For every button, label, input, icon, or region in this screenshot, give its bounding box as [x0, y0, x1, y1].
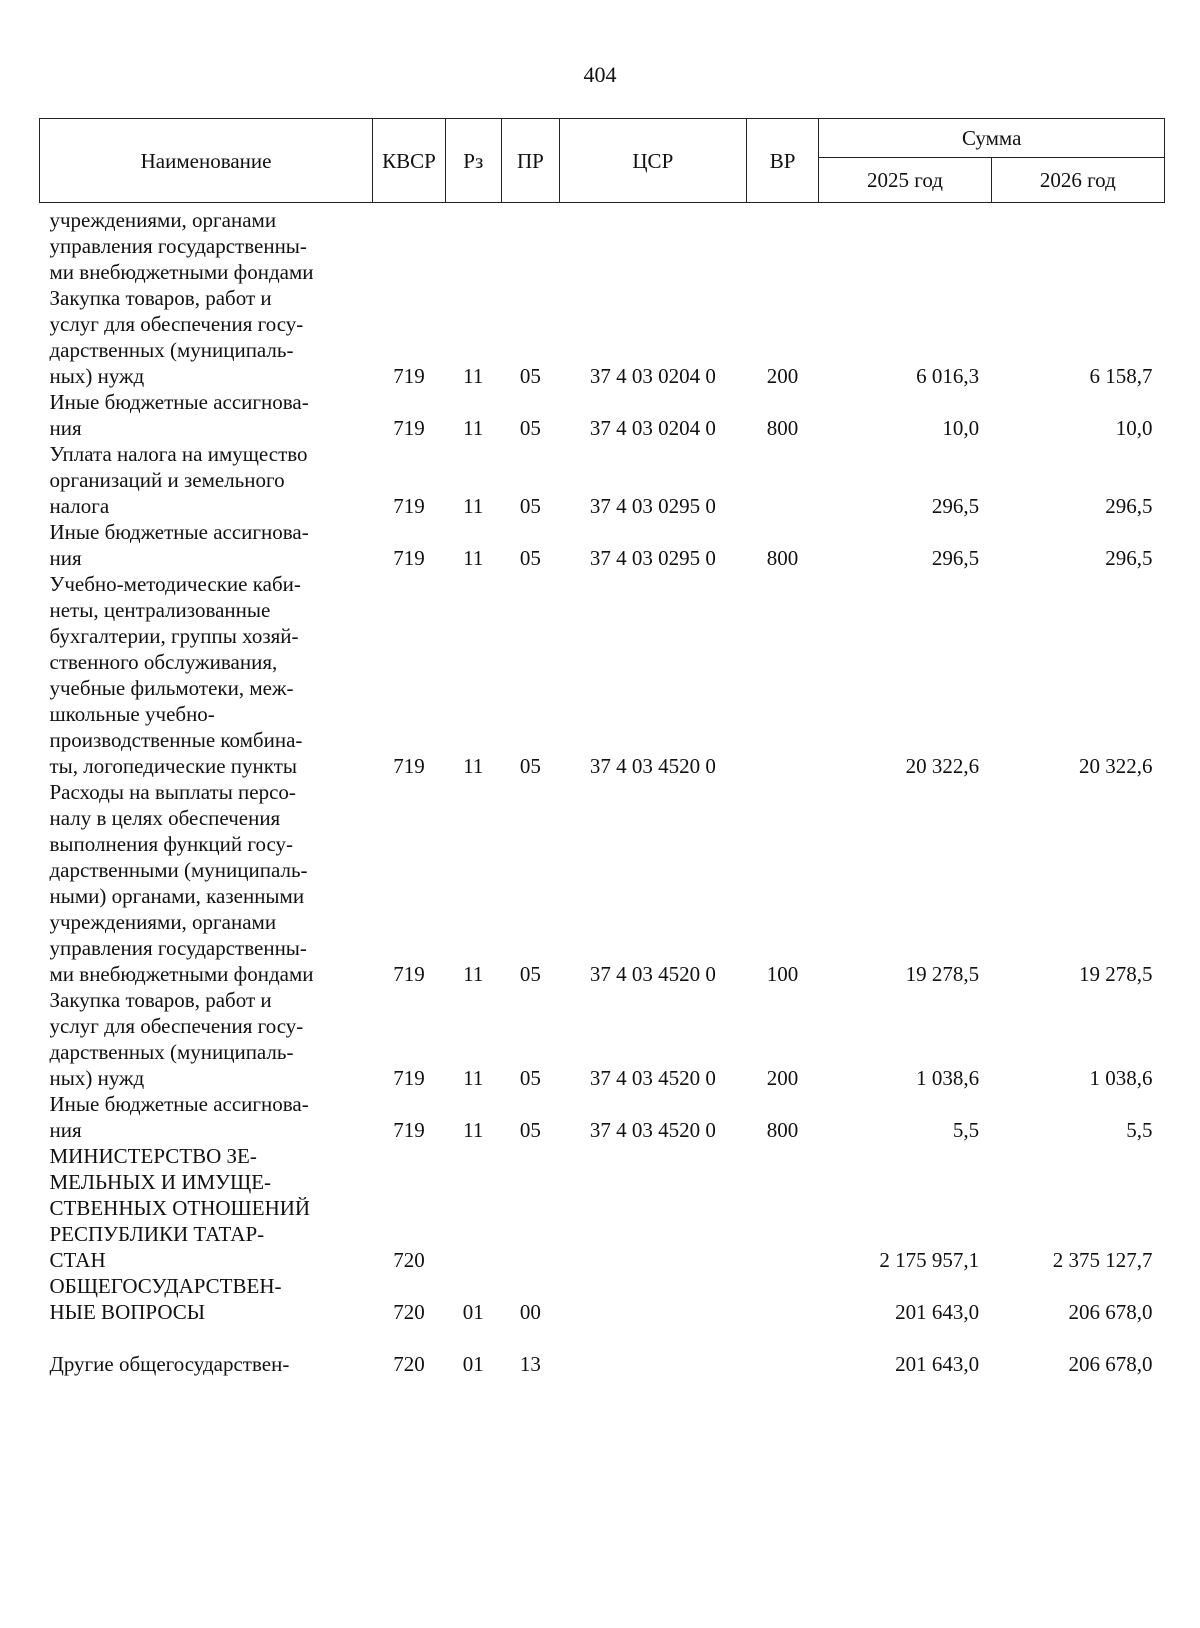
cell-csr: 37 4 03 0295 0: [589, 494, 716, 518]
cell-pr: 05: [519, 1118, 541, 1142]
cell-sum-2025: 10,0: [942, 416, 980, 440]
header-pr: ПР: [501, 119, 559, 203]
cell-sum-2026: 5,5: [1126, 1118, 1153, 1142]
cell-sum-2025: 296,5: [931, 546, 980, 570]
name-line: услуг для обеспечения госу-: [49, 1014, 304, 1038]
table-row: [40, 389, 1165, 441]
cell-name: [40, 441, 373, 519]
table-row: [40, 519, 1165, 571]
name-line: дарственных (муниципаль-: [49, 1040, 294, 1064]
table-row: [40, 1273, 1165, 1325]
cell-sum-2025: 296,5: [931, 494, 980, 518]
name-line: МЕЛЬНЫХ И ИМУЩЕ-: [49, 1170, 272, 1194]
cell-name: [40, 203, 373, 286]
cell-sum-2026: 296,5: [1105, 546, 1153, 570]
name-line: Иные бюджетные ассигнова-: [49, 520, 309, 544]
cell-kvsr: 719: [393, 546, 425, 570]
header-name: Наименование: [40, 119, 373, 203]
name-line: ты, логопедические пункты: [49, 754, 297, 778]
cell-pr: [501, 1143, 559, 1273]
cell-name: [40, 519, 373, 571]
name-line: ных) нужд: [49, 364, 145, 388]
table-body: [40, 203, 1165, 1378]
cell-sum-2025: 19 278,5: [905, 962, 980, 986]
name-line: дарственными (муниципаль-: [49, 858, 308, 882]
name-line: учреждениями, органами: [49, 910, 277, 934]
cell-rz: [445, 203, 501, 286]
cell-sum-2026: 2 375 127,7: [1052, 1248, 1153, 1272]
cell-vr: 800: [766, 416, 799, 440]
cell-name: [40, 987, 373, 1091]
name-line: Иные бюджетные ассигнова-: [49, 390, 309, 414]
cell-kvsr: 719: [393, 494, 425, 518]
cell-name: [40, 285, 373, 389]
cell-kvsr: 719: [393, 754, 425, 778]
name-line: ОБЩЕГОСУДАРСТВЕН-: [49, 1274, 282, 1298]
table-row: [40, 1091, 1165, 1143]
cell-sum-2026: 10,0: [1115, 416, 1153, 440]
name-line: бухгалтерии, группы хозяй-: [49, 624, 299, 648]
cell-csr: 37 4 03 4520 0: [589, 754, 716, 778]
cell-rz: 11: [463, 754, 484, 778]
cell-kvsr: [373, 203, 446, 286]
table-row: [40, 571, 1165, 779]
name-line: Учебно-методические каби-: [49, 572, 301, 596]
name-line: налога: [49, 494, 110, 518]
name-line: организаций и земельного: [49, 468, 285, 492]
cell-sum-2025: 201 643,0: [895, 1352, 980, 1376]
name-line: [50, 1325, 363, 1351]
cell-pr: 05: [519, 1066, 541, 1090]
table-row: [40, 203, 1165, 286]
cell-csr: 37 4 03 4520 0: [589, 1118, 716, 1142]
cell-pr: [501, 203, 559, 286]
cell-sum-2025: 6 016,3: [916, 364, 980, 388]
cell-kvsr: 719: [393, 1118, 425, 1142]
table-row: [40, 987, 1165, 1091]
name-line: ми внебюджетными фондами: [49, 962, 314, 986]
name-line: ственного обслуживания,: [49, 650, 278, 674]
name-line: Иные бюджетные ассигнова-: [49, 1092, 309, 1116]
cell-rz: 01: [462, 1300, 484, 1324]
cell-rz: 11: [463, 1118, 484, 1142]
cell-name: [40, 779, 373, 987]
cell-pr: 05: [519, 416, 541, 440]
name-line: производственные комбина-: [49, 728, 303, 752]
name-line: Уплата налога на имущество: [49, 442, 308, 466]
header-year-2026: 2026 год: [991, 158, 1164, 203]
cell-rz: 11: [463, 364, 484, 388]
name-line: ния: [49, 546, 82, 570]
header-sum: Сумма: [819, 119, 1165, 158]
name-line: неты, централизованные: [49, 598, 271, 622]
cell-rz: 01: [462, 1352, 484, 1376]
cell-csr: 37 4 03 4520 0: [589, 1066, 716, 1090]
name-line: МИНИСТЕРСТВО ЗЕ-: [49, 1144, 257, 1168]
cell-sum-2026: 1 038,6: [1089, 1066, 1153, 1090]
name-line: Расходы на выплаты персо-: [49, 780, 296, 804]
header-kvsr: КВСР: [373, 119, 446, 203]
header-year-2025: 2025 год: [819, 158, 991, 203]
cell-vr: [746, 441, 819, 519]
cell-kvsr: 719: [393, 364, 425, 388]
table-row: [40, 285, 1165, 389]
cell-sum-2025: 201 643,0: [895, 1300, 980, 1324]
name-line: учреждениями, органами: [49, 208, 277, 232]
cell-vr: 200: [766, 1066, 799, 1090]
name-line: ния: [49, 416, 82, 440]
cell-sum-2025: 2 175 957,1: [879, 1248, 980, 1272]
cell-sum-2026: 20 322,6: [1079, 754, 1153, 778]
table-row: [40, 1325, 1165, 1377]
table-row: [40, 779, 1165, 987]
cell-sum-2025: 20 322,6: [905, 754, 980, 778]
name-line: дарственных (муниципаль-: [49, 338, 294, 362]
cell-name: [40, 1091, 373, 1143]
cell-sum-2025: 1 038,6: [916, 1066, 980, 1090]
cell-rz: 11: [463, 416, 484, 440]
cell-csr: [559, 1325, 746, 1377]
cell-sum-2026: 296,5: [1105, 494, 1153, 518]
name-line: Закупка товаров, работ и: [49, 988, 272, 1012]
table-row: [40, 441, 1165, 519]
name-line: Другие общегосударствен-: [49, 1352, 290, 1376]
cell-vr: [746, 1143, 819, 1273]
name-line: ными) органами, казенными: [49, 884, 305, 908]
name-line: управления государственны-: [49, 234, 307, 258]
name-line: СТАН: [49, 1248, 106, 1272]
cell-rz: [445, 1143, 501, 1273]
cell-vr: [746, 1273, 819, 1325]
cell-csr: [559, 203, 746, 286]
cell-csr: 37 4 03 0204 0: [589, 364, 716, 388]
cell-vr: [746, 571, 819, 779]
cell-csr: [559, 1143, 746, 1273]
cell-sum-2026: 6 158,7: [1089, 364, 1153, 388]
name-line: управления государственны-: [49, 936, 307, 960]
table-row: [40, 1143, 1165, 1273]
cell-name: [40, 1143, 373, 1273]
cell-csr: [559, 1273, 746, 1325]
cell-name: [40, 389, 373, 441]
budget-table: [39, 118, 1165, 1377]
cell-kvsr: 719: [393, 416, 425, 440]
cell-kvsr: 720: [393, 1300, 425, 1324]
cell-pr: 05: [519, 754, 541, 778]
name-line: НЫЕ ВОПРОСЫ: [49, 1300, 206, 1324]
name-line: услуг для обеспечения госу-: [49, 312, 304, 336]
cell-rz: 11: [463, 1066, 484, 1090]
cell-sum-2025: 5,5: [952, 1118, 980, 1142]
cell-sum-2026: 206 678,0: [1068, 1352, 1153, 1376]
cell-vr: [746, 203, 819, 286]
header-csr: ЦСР: [559, 119, 746, 203]
cell-rz: 11: [463, 546, 484, 570]
header-vr: ВР: [746, 119, 819, 203]
cell-name: [40, 1325, 373, 1377]
cell-rz: 11: [463, 494, 484, 518]
cell-sum-2025: [819, 203, 991, 286]
page-number: 404: [583, 62, 617, 87]
name-line: Закупка товаров, работ и: [49, 286, 272, 310]
name-line: налу в целях обеспечения: [49, 806, 281, 830]
cell-name: [40, 571, 373, 779]
cell-vr: [746, 1325, 819, 1377]
name-line: ных) нужд: [49, 1066, 145, 1090]
cell-kvsr: 719: [393, 1066, 425, 1090]
cell-vr: 800: [766, 546, 799, 570]
cell-kvsr: 720: [393, 1248, 425, 1272]
cell-pr: 00: [519, 1300, 541, 1324]
name-line: РЕСПУБЛИКИ ТАТАР-: [49, 1222, 265, 1246]
name-line: ния: [49, 1118, 82, 1142]
cell-kvsr: 720: [393, 1352, 425, 1376]
cell-csr: 37 4 03 0295 0: [589, 546, 716, 570]
name-line: школьные учебно-: [49, 702, 215, 726]
cell-sum-2026: 19 278,5: [1079, 962, 1153, 986]
cell-sum-2026: [991, 203, 1164, 286]
cell-pr: 13: [519, 1352, 541, 1376]
name-line: учебные фильмотеки, меж-: [49, 676, 294, 700]
cell-rz: 11: [463, 962, 484, 986]
cell-csr: 37 4 03 0204 0: [589, 416, 716, 440]
name-line: выполнения функций госу-: [49, 832, 294, 856]
name-line: СТВЕННЫХ ОТНОШЕНИЙ: [49, 1196, 311, 1220]
cell-csr: 37 4 03 4520 0: [589, 962, 716, 986]
cell-sum-2026: 206 678,0: [1068, 1300, 1153, 1324]
name-line: ми внебюджетными фондами: [49, 260, 314, 284]
cell-pr: 05: [519, 494, 541, 518]
cell-vr: 100: [766, 962, 799, 986]
cell-name: [40, 1273, 373, 1325]
cell-vr: 200: [766, 364, 799, 388]
cell-pr: 05: [519, 962, 541, 986]
cell-vr: 800: [766, 1118, 799, 1142]
cell-pr: 05: [519, 546, 541, 570]
cell-kvsr: 719: [393, 962, 425, 986]
cell-pr: 05: [519, 364, 541, 388]
header-rz: Рз: [445, 119, 501, 203]
